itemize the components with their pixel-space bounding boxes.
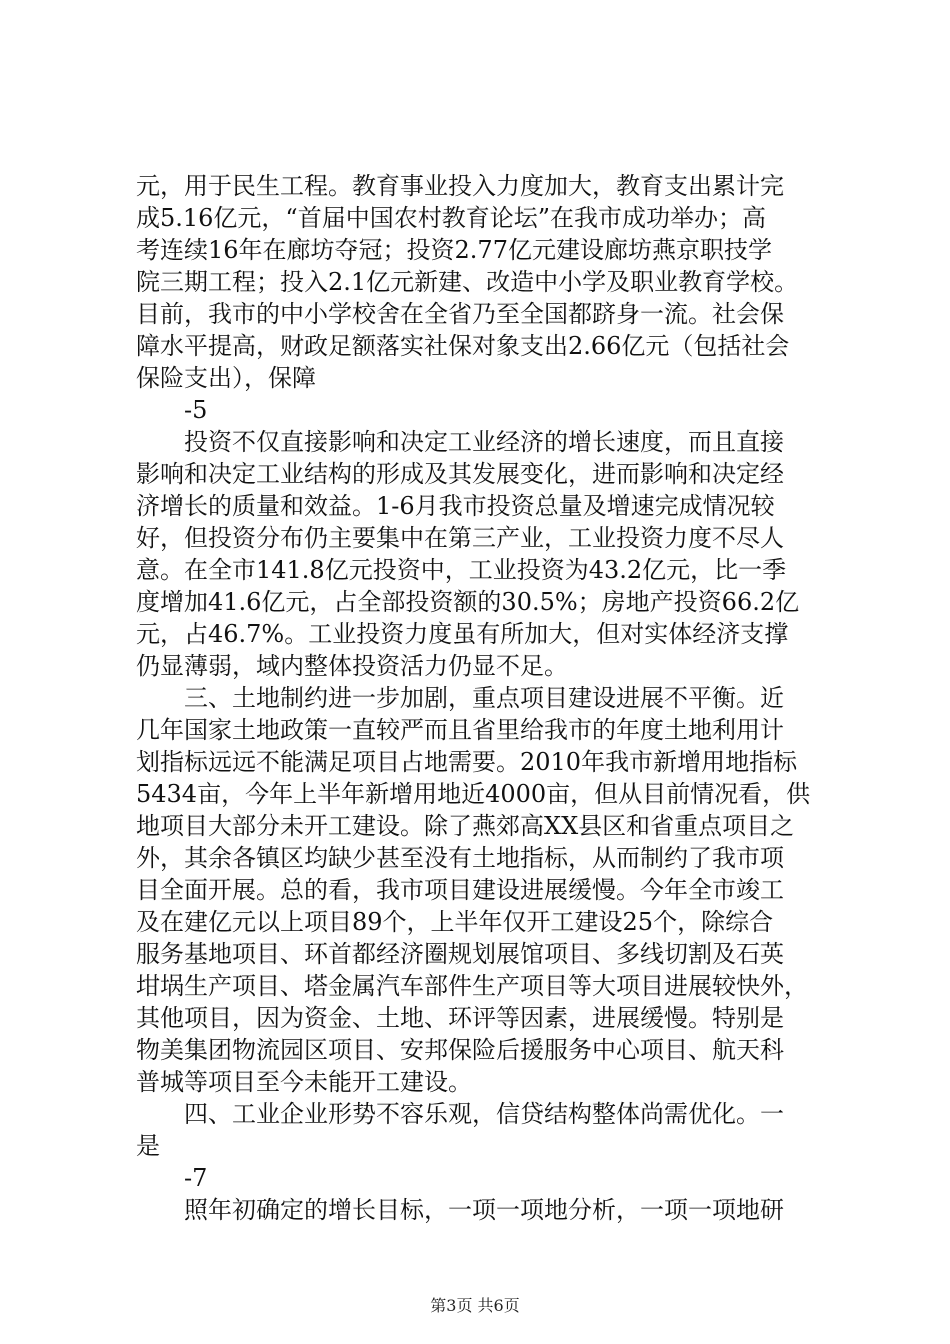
text-line: 意。在全市141.8亿元投资中，工业投资为43.2亿元，比一季 [136,556,787,584]
text-line: 及在建亿元以上项目89个，上半年仅开工建设25个，除综合 [136,908,774,936]
text-line: 物美集团物流园区项目、安邦保险后援服务中心项目、航天科 [136,1036,784,1064]
page-marker: -7 [136,1164,208,1192]
text-line: 仍显薄弱，域内整体投资活力仍显不足。 [136,652,568,680]
text-line: 院三期工程；投入2.1亿元新建、改造中小学及职业教育学校。 [136,268,799,296]
text-line: 5434亩，今年上半年新增用地近4000亩，但从目前情况看，供 [136,780,811,808]
text-line: 照年初确定的增长目标，一项一项地分析，一项一项地研 [136,1196,784,1224]
text-line: 目全面开展。总的看，我市项目建设进展缓慢。今年全市竣工 [136,876,784,904]
text-line: 影响和决定工业结构的形成及其发展变化，进而影响和决定经 [136,460,784,488]
text-line: 是 [136,1132,160,1160]
text-line: 地项目大部分未开工建设。除了燕郊高XX县区和省重点项目之 [136,812,795,840]
text-line: 服务基地项目、环首都经济圈规划展馆项目、多线切割及石英 [136,940,784,968]
text-line: 成5.16亿元，“首届中国农村教育论坛”在我市成功举办；高 [136,204,766,232]
page-marker: -5 [136,396,208,424]
text-line: 目前，我市的中小学校舍在全省乃至全国都跻身一流。社会保 [136,300,784,328]
text-line: 其他项目，因为资金、土地、环评等因素，进展缓慢。特别是 [136,1004,784,1032]
text-line: 考连续16年在廊坊夺冠；投资2.77亿元建设廊坊燕京职技学 [136,236,772,264]
body-text [136,170,836,1226]
text-line: 几年国家土地政策一直较严而且省里给我市的年度土地利用计 [136,716,784,744]
text-line: 外，其余各镇区均缺少甚至没有土地指标，从而制约了我市项 [136,844,784,872]
text-line: 度增加41.6亿元，占全部投资额的30.5%；房地产投资66.2亿 [136,588,800,616]
text-line: 障水平提高，财政足额落实社保对象支出2.66亿元（包括社会 [136,332,790,360]
text-line: 划指标远远不能满足项目占地需要。2010年我市新增用地指标 [136,748,798,776]
text-line: 元，占46.7%。工业投资力度虽有所加大，但对实体经济支撑 [136,620,789,648]
section-heading-three: 三、土地制约进一步加剧，重点项目建设进展不平衡。近 [136,684,784,712]
text-line: 济增长的质量和效益。1-6月我市投资总量及增速完成情况较 [136,492,775,520]
text-line: 坩埚生产项目、塔金属汽车部件生产项目等大项目进展较快外， [136,972,808,1000]
page-footer: 第3页 共6页 [430,1296,520,1315]
text-line: 元，用于民生工程。教育事业投入力度加大，教育支出累计完 [136,172,784,200]
section-heading-four: 四、工业企业形势不容乐观，信贷结构整体尚需优化。一 [136,1100,784,1128]
text-line: 投资不仅直接影响和决定工业经济的增长速度，而且直接 [136,428,784,456]
text-line: 保险支出），保障 [136,364,316,392]
text-line: 普城等项目至今未能开工建设。 [136,1068,472,1096]
text-line: 好，但投资分布仍主要集中在第三产业，工业投资力度不尽人 [136,524,784,552]
